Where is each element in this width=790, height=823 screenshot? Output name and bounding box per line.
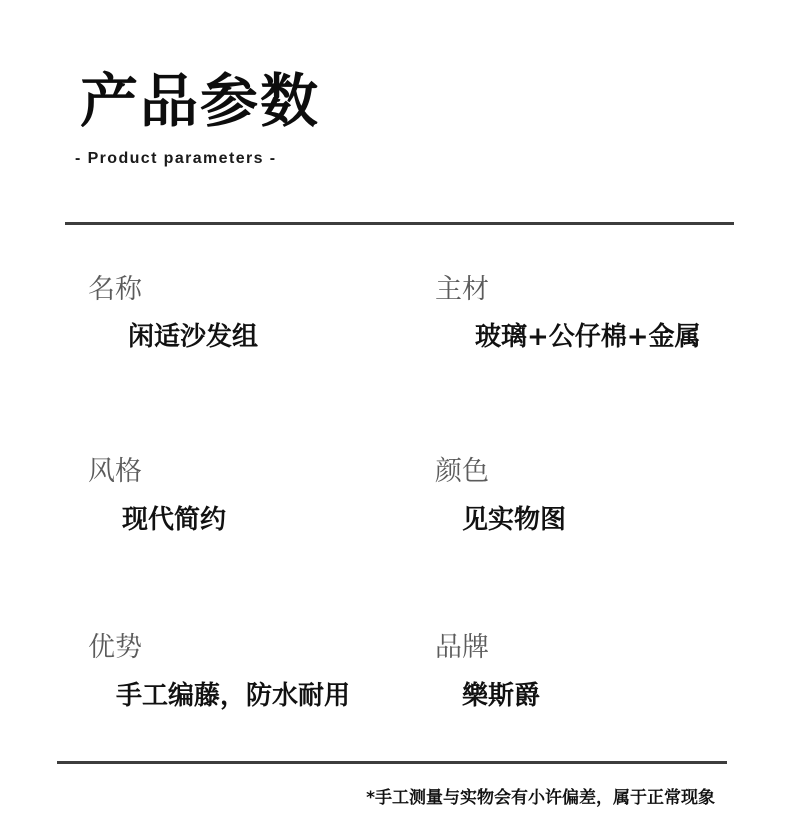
measurement-footnote: *手工测量与实物会有小许偏差，属于正常现象 bbox=[366, 788, 715, 808]
param-material-label: 主材 bbox=[435, 274, 489, 305]
page-title: 产品参数 bbox=[80, 67, 321, 135]
param-style-value: 现代简约 bbox=[122, 505, 227, 535]
param-advantage-value: 手工编藤，防水耐用 bbox=[116, 681, 351, 711]
param-material-value: 玻璃+公仔棉+金属 bbox=[475, 322, 701, 352]
param-style-label: 风格 bbox=[88, 456, 142, 487]
param-color-value: 见实物图 bbox=[462, 505, 567, 535]
page-subtitle: - Product parameters - bbox=[75, 150, 277, 167]
top-divider bbox=[65, 222, 734, 225]
param-brand-label: 品牌 bbox=[435, 632, 489, 663]
param-brand-value: 樂斯爵 bbox=[462, 681, 541, 711]
param-name-label: 名称 bbox=[88, 274, 142, 305]
bottom-divider bbox=[57, 761, 727, 764]
param-color-label: 颜色 bbox=[435, 456, 489, 487]
param-name-value: 闲适沙发组 bbox=[128, 322, 259, 352]
param-advantage-label: 优势 bbox=[88, 632, 142, 663]
